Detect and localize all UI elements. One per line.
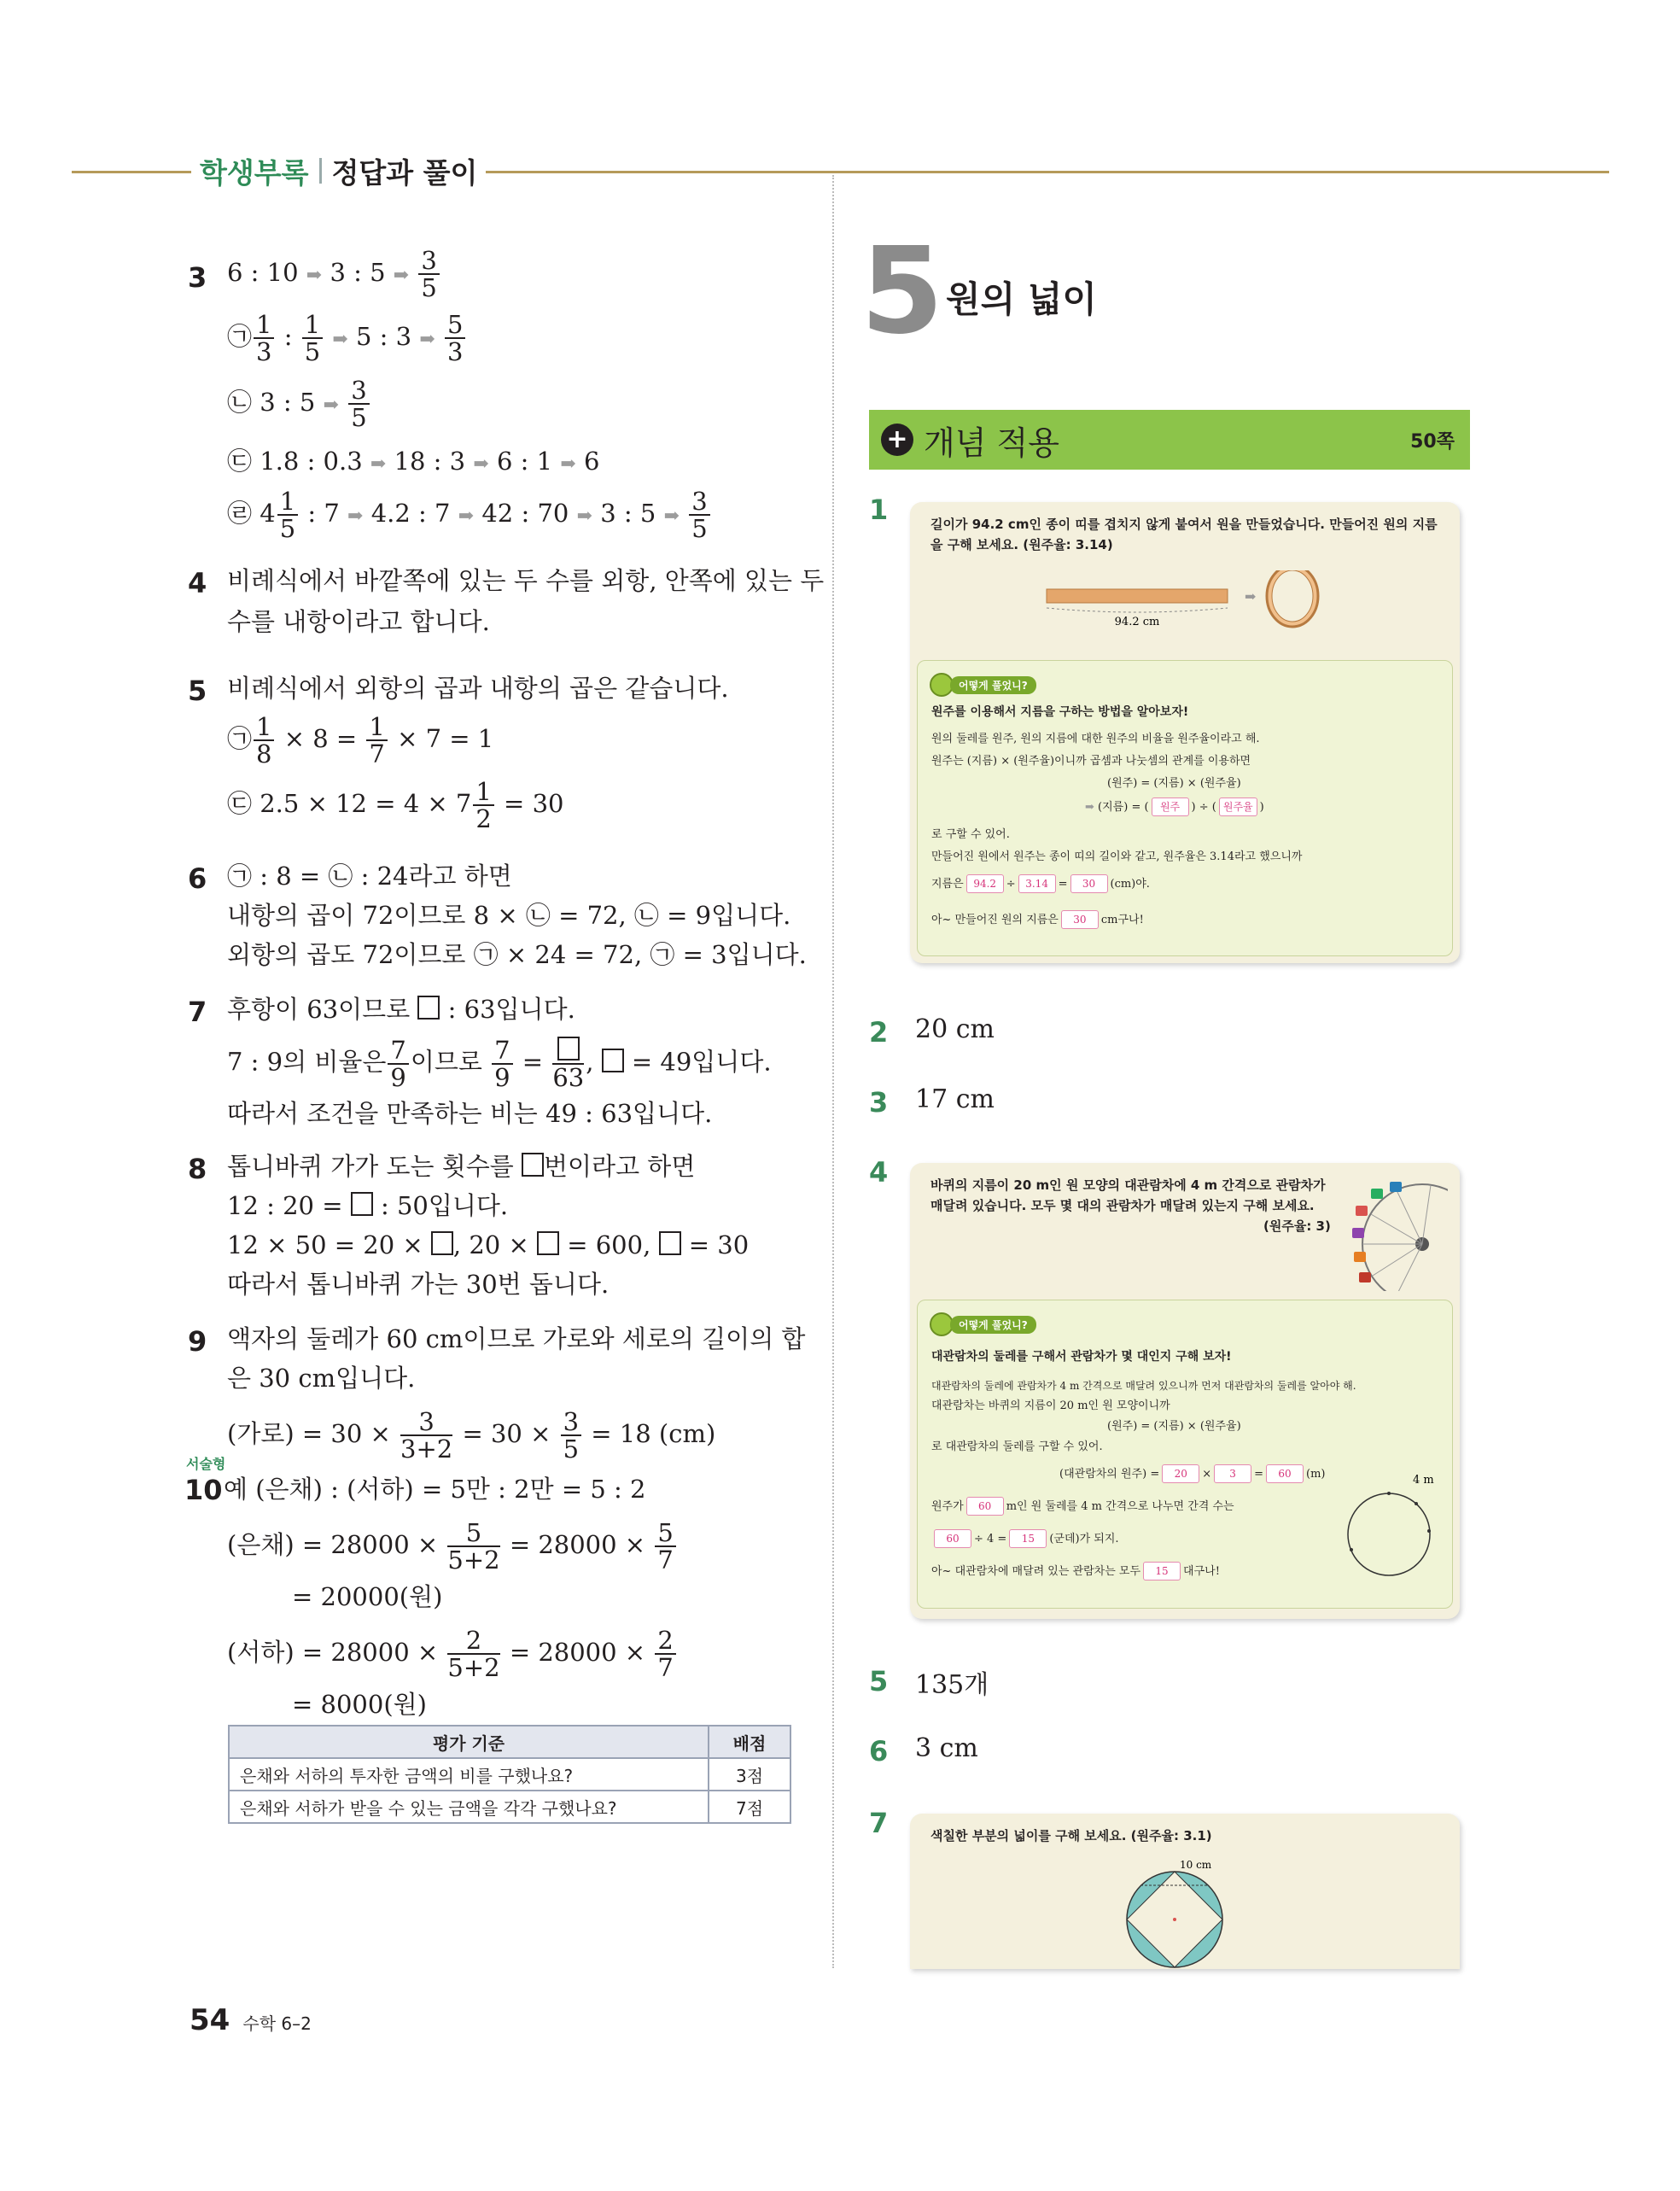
answer-box: 30	[1070, 874, 1108, 893]
hint-line: 지름은 94.2 ÷ 3.14 = 30 (cm)야.	[931, 874, 1150, 893]
q4-question-line3: (원주율: 3)	[1263, 1218, 1331, 1234]
q5-number: 5	[188, 675, 207, 707]
r-q3-answer: 17 cm	[915, 1084, 995, 1114]
q3-line5: ㉣ 4 $\frac{1}{5}$ : 7 ➡ 4.2 : 7 ➡ 42 : 70 ➡ 3 : 5 ➡ $\frac{3}{5}$	[227, 488, 712, 541]
hint-line: 아~ 만들어진 원의 지름은 30 cm구나!	[931, 910, 1144, 929]
answer-box: 60	[966, 1497, 1004, 1516]
svg-text:➡: ➡	[1245, 588, 1257, 605]
blank-box	[351, 1192, 373, 1216]
fraction: $\frac{2}{7}$	[655, 1627, 675, 1680]
fraction: $\frac{1}{2}$	[473, 779, 493, 832]
answer-box: 60	[1266, 1464, 1304, 1483]
section-title: 개념 적용	[924, 424, 1059, 462]
header-rule-left	[72, 171, 200, 173]
chapter-title: 원의 넓이	[946, 278, 1097, 320]
hint-line: 대관람차는 바퀴의 지름이 20 m인 원 모양이니까	[931, 1399, 1170, 1412]
arrow-icon: ➡	[1085, 801, 1094, 814]
page-footer	[190, 2003, 312, 2037]
q4-hint-box	[917, 1300, 1453, 1609]
header-separator	[319, 158, 322, 184]
q10-line4: (서하) = 28000 × $\frac{2}{5+2}$ = 28000 × $\frac{2}{7}$	[227, 1627, 678, 1680]
column-divider	[832, 175, 834, 1968]
score-cell: 7점	[709, 1791, 790, 1823]
q8-number: 8	[188, 1153, 207, 1185]
diameter-label: 10 cm	[1180, 1859, 1212, 1871]
q10-line5: = 8000(원)	[292, 1690, 427, 1719]
arrow-icon: ➡	[393, 265, 410, 286]
strip-length-label: 94.2 cm	[1114, 616, 1160, 628]
r-q6-number: 6	[869, 1735, 889, 1767]
q4-line1: 비례식에서 바깥쪽에 있는 두 수를 외항, 안쪽에 있는 두	[227, 566, 825, 595]
q6-line1: ㉠ : 8 = ㉡ : 24라고 하면	[227, 862, 512, 891]
fraction: $\frac{3}{5}$	[348, 377, 369, 430]
q10-number: 10	[184, 1474, 223, 1506]
q1-question-line2: 을 구해 보세요. (원주율: 3.14)	[930, 537, 1113, 552]
answer-box: 20	[1162, 1464, 1199, 1483]
q10-line1: 예 (은채) : (서하) = 5만 : 2만 = 5 : 2	[224, 1475, 646, 1504]
blank-box	[537, 1231, 559, 1255]
q9-line3: (가로) = 30 × $\frac{3}{3+2}$ = 30 × $\frac{3}{5}$ = 18 (cm)	[227, 1407, 716, 1464]
hint-heading: 대관람차의 둘레를 구해서 관람차가 몇 대인지 구해 보자!	[931, 1350, 1232, 1364]
q5-line2: ㉠ $\frac{1}{8}$ × 8 = $\frac{1}{7}$ × 7 = 1	[227, 712, 494, 768]
arrow-icon: ➡	[473, 453, 489, 475]
q5-line3: ㉢ 2.5 × 12 = 4 × 7 $\frac{1}{2}$ = 30	[227, 777, 564, 833]
header-rule-right	[461, 171, 1609, 173]
ferris-wheel-figure	[1337, 1180, 1448, 1291]
q7-line3: 따라서 조건을 만족하는 비는 49 : 63입니다.	[227, 1099, 713, 1128]
q8-line4: 따라서 톱니바퀴 가는 30번 돕니다.	[227, 1270, 610, 1299]
shaded-circle-figure	[1115, 1856, 1243, 1969]
arrow-icon: ➡	[458, 505, 475, 527]
hint-line: (원주) = (지름) × (원주율)	[1107, 1420, 1241, 1433]
answer-box: 원주율	[1219, 798, 1257, 816]
criteria-cell: 은채와 서하의 투자한 금액의 비를 구했나요?	[229, 1758, 709, 1791]
q7-number: 7	[188, 996, 207, 1028]
arrow-icon: ➡	[306, 265, 323, 286]
q10-line3: = 20000(원)	[292, 1582, 443, 1611]
fraction: $\frac{3}{3+2}$	[400, 1407, 453, 1464]
header-section: 학생부록	[200, 155, 309, 190]
blank-box	[417, 996, 440, 1020]
hint-heading: 원주를 이용해서 지름을 구하는 방법을 알아보자!	[931, 705, 1189, 719]
hint-line: ➡ (지름) = ( 원주 ) ÷ ( 원주율 )	[1085, 798, 1264, 816]
q3-line4: ㉢ 1.8 : 0.3 ➡ 18 : 3 ➡ 6 : 1 ➡ 6	[227, 447, 600, 476]
interval-label: 4 m	[1413, 1474, 1434, 1487]
fraction: $\frac{2}{5+2}$	[447, 1626, 500, 1682]
fraction: $\frac{5}{3}$	[445, 312, 465, 365]
blank-box	[602, 1049, 624, 1072]
r-q5-answer: 135개	[915, 1670, 989, 1700]
hint-line: 만들어진 원에서 원주는 종이 띠의 길이와 같고, 원주율은 3.14라고 했으니까	[931, 850, 1303, 863]
answer-box: 15	[1143, 1562, 1181, 1580]
table-row	[229, 1758, 790, 1791]
answer-box: 3	[1214, 1464, 1251, 1483]
answer-box: 원주	[1152, 798, 1189, 816]
section-band	[869, 410, 1470, 470]
circle-interval-figure	[1339, 1471, 1442, 1582]
q9-number: 9	[188, 1325, 207, 1358]
answer-box: 94.2	[966, 874, 1004, 893]
page-header	[191, 152, 486, 190]
arrow-icon: ➡	[663, 505, 680, 527]
q1-card	[910, 502, 1460, 963]
fraction: $\frac{1}{5}$	[302, 312, 323, 365]
hint-line: (원주) = (지름) × (원주율)	[1107, 777, 1241, 790]
q4-card	[910, 1163, 1460, 1619]
hint-line: 대관람차의 둘레에 관람차가 4 m 간격으로 매달려 있으니까 먼저 대관람차의 둘레를 알아야 해.	[931, 1380, 1356, 1392]
q1-question-line1: 길이가 94.2 cm인 종이 띠를 겹치지 않게 붙여서 원을 만들었습니다. 만들어진 원의 지름	[930, 517, 1438, 532]
r-q1-number: 1	[869, 494, 889, 526]
q9-line2: 은 30 cm입니다.	[227, 1364, 416, 1393]
arrow-icon: ➡	[370, 453, 387, 475]
r-q4-number: 4	[869, 1156, 889, 1189]
criteria-cell: 은채와 서하가 받을 수 있는 금액을 각각 구했나요?	[229, 1791, 709, 1823]
hint-badge: 어떻게 풀었니?	[930, 1312, 1036, 1336]
blank-box	[659, 1231, 681, 1255]
fraction: $\frac{3}{5}$	[418, 248, 439, 301]
q3-line3: ㉡ 3 : 5 ➡ $\frac{3}{5}$	[227, 377, 371, 430]
arrow-icon: ➡	[347, 505, 364, 527]
q8-line1: 톱니바퀴 가가 도는 횟수를 번이라고 하면	[227, 1152, 696, 1181]
fraction: $\frac{1}{3}$	[254, 312, 274, 365]
q6-line2: 내항의 곱이 72이므로 8 × ㉡ = 72, ㉡ = 9입니다.	[227, 901, 791, 930]
hint-line: 로 대관람차의 둘레를 구할 수 있어.	[931, 1440, 1103, 1453]
fraction: $\frac{1}{5}$	[277, 488, 298, 541]
q7-line1: 후항이 63이므로 : 63입니다.	[227, 995, 575, 1024]
answer-box: 15	[1009, 1529, 1047, 1548]
score-header: 배점	[709, 1726, 790, 1758]
table-row	[229, 1791, 790, 1823]
q8-line3: 12 × 50 = 20 × , 20 × = 600, = 30	[227, 1230, 750, 1259]
q3-line2: ㉠ $\frac{1}{3}$ : $\frac{1}{5}$ ➡ 5 : 3 ➡ $\frac{5}{3}$	[227, 312, 467, 365]
hint-line: 원주는 (지름) × (원주율)이니까 곱셈과 나눗셈의 관계를 이용하면	[931, 755, 1251, 768]
r-q6-answer: 3 cm	[915, 1733, 978, 1763]
arrow-icon: ➡	[560, 453, 576, 475]
q4-number: 4	[188, 567, 207, 599]
plus-icon: +	[881, 424, 913, 456]
book-title: 수학 6–2	[242, 2013, 312, 2034]
blank-box	[557, 1037, 580, 1060]
r-q5-number: 5	[869, 1665, 889, 1697]
q9-line1: 액자의 둘레가 60 cm이므로 가로와 세로의 길이의 합	[227, 1324, 806, 1353]
answer-box: 30	[1061, 910, 1099, 929]
hint-line: (대관람차의 원주) = 20 × 3 = 60 (m)	[1059, 1464, 1326, 1483]
arrow-icon: ➡	[323, 394, 339, 416]
hint-line: 아~ 대관람차에 매달려 있는 관람차는 모두 15 대구나!	[931, 1562, 1220, 1580]
fraction: $\frac{7}{9}$	[388, 1037, 408, 1090]
fraction: $\frac{5}{5+2}$	[447, 1518, 500, 1575]
section-page: 50쪽	[1410, 430, 1455, 453]
q4-question-line2: 매달려 있습니다. 모두 몇 대의 관람차가 매달려 있는지 구해 보세요.	[930, 1198, 1315, 1213]
criteria-header: 평가 기준	[229, 1726, 709, 1758]
blank-box	[431, 1231, 453, 1255]
q6-line3: 외항의 곱도 72이므로 ㉠ × 24 = 72, ㉠ = 3입니다.	[227, 940, 807, 969]
grading-criteria-table	[228, 1725, 791, 1824]
paper-strip-figure	[1038, 570, 1345, 639]
q7-card	[910, 1814, 1460, 1969]
hint-line: 원주가 60 m인 원 둘레를 4 m 간격으로 나누면 간격 수는	[931, 1497, 1234, 1516]
answer-box: 3.14	[1018, 874, 1056, 893]
q4-line2: 수를 내항이라고 합니다.	[227, 607, 490, 636]
score-cell: 3점	[709, 1758, 790, 1791]
header-title: 정답과 풀이	[331, 155, 478, 190]
fraction: $\frac{5}{7}$	[655, 1520, 675, 1573]
hint-line: 60 ÷ 4 = 15 (군데)가 되지.	[931, 1529, 1119, 1548]
q10-line2: (은채) = 28000 × $\frac{5}{5+2}$ = 28000 × $\frac{5}{7}$	[227, 1520, 678, 1573]
fraction: 63	[552, 1037, 584, 1090]
q6-number: 6	[188, 862, 207, 895]
chapter-number: 5	[860, 222, 944, 361]
blank-box	[522, 1153, 544, 1177]
r-q3-number: 3	[869, 1086, 889, 1119]
fraction: $\frac{1}{8}$	[254, 714, 274, 767]
q7-line2: 7 : 9의 비율은 $\frac{7}{9}$ 이므로 $\frac{7}{9}$ = 63 , = 49입니다.	[227, 1035, 772, 1092]
arrow-icon: ➡	[332, 329, 348, 350]
q4-question-line1: 바퀴의 지름이 20 m인 원 모양의 대관람차에 4 m 간격으로 관람차가	[930, 1177, 1326, 1193]
q7-question-line1: 색칠한 부분의 넓이를 구해 보세요. (원주율: 3.1)	[930, 1828, 1212, 1843]
r-q2-number: 2	[869, 1016, 889, 1049]
fraction: $\frac{3}{5}$	[561, 1409, 581, 1462]
fraction: $\frac{3}{5}$	[689, 488, 709, 541]
fraction: $\frac{1}{7}$	[366, 714, 387, 767]
q3-number: 3	[188, 261, 207, 294]
essay-type-tag: 서술형	[186, 1456, 226, 1472]
q8-line2: 12 : 20 = : 50입니다.	[227, 1191, 509, 1220]
hint-badge: 어떻게 풀었니?	[930, 673, 1036, 697]
hint-line: 원의 둘레를 원주, 원의 지름에 대한 원주의 비율을 원주율이라고 해.	[931, 733, 1260, 745]
q1-hint-box	[917, 660, 1453, 956]
q5-line1: 비례식에서 외항의 곱과 내항의 곱은 같습니다.	[227, 674, 729, 703]
r-q7-number: 7	[869, 1807, 889, 1839]
page-number: 54	[190, 2003, 230, 2037]
r-q2-answer: 20 cm	[915, 1014, 995, 1044]
answer-box: 60	[934, 1529, 971, 1548]
fraction: $\frac{7}{9}$	[492, 1037, 512, 1090]
q3-line1: 6 : 10 ➡ 3 : 5 ➡ $\frac{3}{5}$	[227, 248, 441, 301]
hint-line: 로 구할 수 있어.	[931, 828, 1010, 841]
arrow-icon: ➡	[419, 329, 435, 350]
arrow-icon: ➡	[576, 505, 593, 527]
